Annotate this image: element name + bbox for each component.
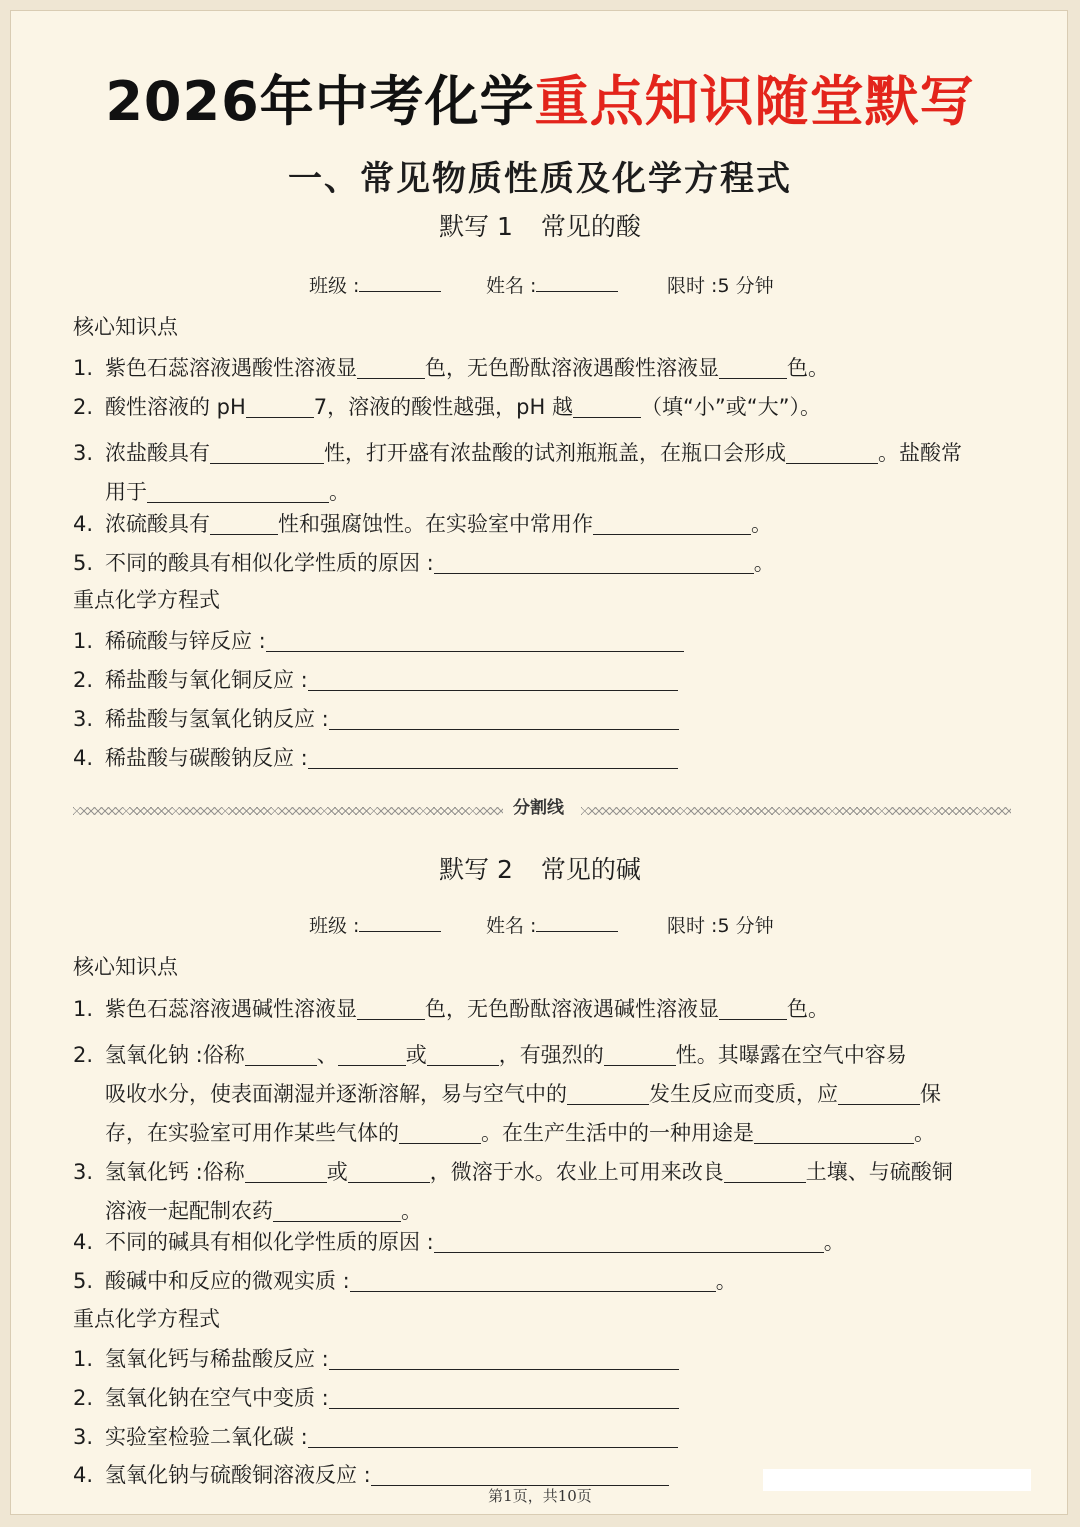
answer-blank[interactable] — [567, 1082, 649, 1105]
name-label: 姓名 : — [486, 915, 537, 937]
quiz1-time-limit: 限时 :5 分钟 — [667, 275, 774, 297]
quiz2-item-1 — [73, 993, 829, 1023]
item-text: 。 — [715, 1269, 737, 1293]
quiz1-item-3-cont — [105, 476, 350, 506]
quiz1-number: 默写 1 — [439, 212, 513, 241]
section-divider — [73, 793, 1013, 823]
answer-blank[interactable] — [357, 356, 425, 379]
quiz2-item-3 — [73, 1156, 953, 1186]
class-label: 班级 : — [309, 915, 360, 937]
item-number: 4. — [73, 1463, 94, 1487]
quiz1-equation-3 — [73, 703, 679, 733]
equation-blank[interactable] — [329, 1386, 679, 1409]
class-field[interactable] — [359, 271, 441, 292]
item-text: 酸性溶液的 pH — [105, 395, 246, 419]
quiz1-item-2 — [73, 391, 821, 421]
answer-blank[interactable] — [719, 997, 787, 1020]
answer-blank[interactable] — [786, 441, 878, 464]
item-text: 色，无色酚酞溶液遇碱性溶液显 — [425, 997, 719, 1021]
quiz2-equation-3 — [73, 1421, 678, 1451]
quiz2-equation-heading: 重点化学方程式 — [73, 1307, 220, 1331]
item-number: 5. — [73, 551, 94, 575]
item-number: 2. — [73, 1386, 94, 1410]
quiz1-equation-heading: 重点化学方程式 — [73, 588, 220, 612]
item-number: 4. — [73, 1230, 94, 1254]
quiz2-item-2-cont-1 — [105, 1078, 941, 1108]
answer-blank[interactable] — [338, 1043, 406, 1066]
item-text: 存，在实验室可用作某些气体的 — [105, 1121, 399, 1145]
answer-blank[interactable] — [246, 395, 314, 418]
item-number: 1. — [73, 629, 94, 653]
answer-blank[interactable] — [147, 480, 329, 503]
item-number: 2. — [73, 1043, 94, 1067]
item-text: 。 — [751, 512, 772, 536]
item-text: 浓盐酸具有 — [105, 441, 210, 465]
quiz2-item-5 — [73, 1265, 737, 1295]
answer-blank[interactable] — [754, 1121, 914, 1144]
equation-prompt: 实验室检验二氧化碳 : — [105, 1425, 308, 1449]
item-number: 3. — [73, 1425, 94, 1449]
quiz1-item-5 — [73, 547, 775, 577]
quiz1-equation-1 — [73, 625, 684, 655]
equation-blank[interactable] — [266, 629, 684, 652]
divider-wave-left — [73, 807, 503, 815]
item-text: 氢氧化钙 :俗称 — [105, 1160, 245, 1184]
quiz2-equation-2 — [73, 1382, 679, 1412]
answer-blank[interactable] — [273, 1199, 401, 1222]
equation-blank[interactable] — [329, 1347, 679, 1370]
item-text: 不同的碱具有相似化学性质的原因 : — [105, 1230, 434, 1254]
item-text: 。 — [914, 1121, 935, 1145]
answer-blank[interactable] — [245, 1043, 317, 1066]
item-text: 吸收水分，使表面潮湿并逐渐溶解，易与空气中的 — [105, 1082, 567, 1106]
equation-prompt: 稀硫酸与锌反应 : — [105, 629, 266, 653]
name-label: 姓名 : — [486, 275, 537, 297]
item-text: 。盐酸常 — [878, 441, 962, 465]
quiz1-equation-2 — [73, 664, 678, 694]
quiz2-item-3-cont — [105, 1195, 422, 1225]
equation-prompt: 氢氧化钠与硫酸铜溶液反应 : — [105, 1463, 371, 1487]
name-field[interactable] — [536, 911, 618, 932]
item-text: 发生反应而变质，应 — [649, 1082, 838, 1106]
quiz2-name — [486, 911, 618, 938]
item-text: 性和强腐蚀性。在实验室中常用作 — [278, 512, 593, 536]
answer-blank[interactable] — [399, 1121, 481, 1144]
answer-blank[interactable] — [604, 1043, 676, 1066]
answer-blank[interactable] — [357, 997, 425, 1020]
item-number: 3. — [73, 1160, 94, 1184]
item-text: 。 — [401, 1199, 422, 1223]
answer-blank[interactable] — [210, 512, 278, 535]
item-text: 土壤、与硫酸铜 — [805, 1160, 953, 1184]
page-footer: 第1页，共10页 — [488, 1487, 592, 1505]
equation-blank[interactable] — [308, 746, 678, 769]
divider-wave-right — [581, 807, 1011, 815]
quiz2-item-4 — [73, 1226, 845, 1256]
item-number: 3. — [73, 441, 94, 465]
item-text: 。在生产生活中的一种用途是 — [481, 1121, 754, 1145]
answer-blank[interactable] — [348, 1160, 430, 1183]
equation-blank[interactable] — [308, 1425, 678, 1448]
item-number: 4. — [73, 512, 94, 536]
equation-prompt: 稀盐酸与氢氧化钠反应 : — [105, 707, 329, 731]
item-text: 性。其曝露在空气中容易 — [675, 1043, 907, 1067]
quiz1-name — [486, 271, 618, 298]
quiz2-time-limit: 限时 :5 分钟 — [667, 915, 774, 937]
quiz1-knowledge-heading: 核心知识点 — [73, 315, 178, 339]
name-field[interactable] — [536, 271, 618, 292]
answer-blank[interactable] — [210, 441, 324, 464]
quiz2-knowledge-heading: 核心知识点 — [73, 955, 178, 979]
quiz1-item-1 — [73, 352, 829, 382]
item-text: 性，打开盛有浓盐酸的试剂瓶瓶盖，在瓶口会形成 — [324, 441, 786, 465]
item-text: 或 — [405, 1043, 427, 1067]
answer-blank[interactable] — [434, 551, 754, 574]
answer-blank[interactable] — [724, 1160, 806, 1183]
class-label: 班级 : — [309, 275, 360, 297]
item-text: ，微溶于水。农业上可用来改良 — [429, 1160, 724, 1184]
item-number: 3. — [73, 707, 94, 731]
equation-prompt: 稀盐酸与氧化铜反应 : — [105, 668, 308, 692]
item-text: 色，无色酚酞溶液遇酸性溶液显 — [425, 356, 719, 380]
answer-blank[interactable] — [245, 1160, 327, 1183]
equation-blank[interactable] — [308, 668, 678, 691]
item-number: 1. — [73, 1347, 94, 1371]
item-text: 色。 — [787, 997, 829, 1021]
title-red-part: 重点知识随堂默写 — [534, 70, 975, 133]
equation-blank[interactable] — [329, 707, 679, 730]
quiz1-title — [11, 207, 1069, 243]
item-text: 、 — [316, 1043, 338, 1067]
item-text: 紫色石蕊溶液遇碱性溶液显 — [105, 997, 357, 1021]
item-text: 7，溶液的酸性越强，pH 越 — [313, 395, 573, 419]
answer-blank[interactable] — [573, 395, 641, 418]
quiz2-title — [11, 850, 1069, 886]
main-title — [11, 59, 1069, 136]
quiz1-item-4 — [73, 508, 772, 538]
worksheet-page — [10, 10, 1068, 1515]
item-text: 。 — [753, 551, 775, 575]
item-number: 2. — [73, 668, 94, 692]
title-black-part: 2026年中考化学 — [105, 70, 535, 133]
quiz2-item-2-cont-2 — [105, 1117, 935, 1147]
item-number: 2. — [73, 395, 94, 419]
class-field[interactable] — [359, 911, 441, 932]
item-text: 或 — [326, 1160, 348, 1184]
equation-prompt: 稀盐酸与碳酸钠反应 : — [105, 746, 308, 770]
answer-blank[interactable] — [593, 512, 751, 535]
answer-blank[interactable] — [427, 1043, 499, 1066]
answer-blank[interactable] — [719, 356, 787, 379]
item-text: 溶液一起配制农药 — [105, 1199, 273, 1223]
section-title: 一、常见物质性质及化学方程式 — [288, 159, 792, 199]
quiz2-class — [309, 911, 441, 938]
quiz2-topic: 常见的碱 — [540, 855, 641, 884]
item-number: 1. — [73, 356, 94, 380]
item-number: 1. — [73, 997, 94, 1021]
equation-blank[interactable] — [371, 1463, 669, 1486]
item-text: 浓硫酸具有 — [105, 512, 210, 536]
item-text: 用于 — [105, 480, 147, 504]
divider-label: 分割线 — [513, 798, 564, 818]
item-text: ，有强烈的 — [498, 1043, 604, 1067]
equation-prompt: 氢氧化钙与稀盐酸反应 : — [105, 1347, 329, 1371]
item-number: 5. — [73, 1269, 94, 1293]
answer-blank[interactable] — [350, 1269, 716, 1292]
item-text: 紫色石蕊溶液遇酸性溶液显 — [105, 356, 357, 380]
equation-prompt: 氢氧化钠在空气中变质 : — [105, 1386, 329, 1410]
quiz2-item-2 — [73, 1039, 907, 1069]
item-number: 4. — [73, 746, 94, 770]
item-text: 保 — [920, 1082, 941, 1106]
quiz1-item-3 — [73, 437, 962, 467]
quiz2-equation-1 — [73, 1343, 679, 1373]
item-text: 。 — [329, 480, 350, 504]
item-text: 氢氧化钠 :俗称 — [105, 1043, 245, 1067]
item-text: 色。 — [787, 356, 829, 380]
answer-blank[interactable] — [434, 1230, 824, 1253]
item-text: 酸碱中和反应的微观实质 : — [105, 1269, 350, 1293]
item-text: （填“小”或“大”）。 — [640, 395, 821, 419]
quiz1-equation-4 — [73, 742, 678, 772]
quiz1-topic: 常见的酸 — [540, 212, 641, 241]
item-text: 不同的酸具有相似化学性质的原因 : — [105, 551, 434, 575]
quiz2-number: 默写 2 — [439, 855, 513, 884]
quiz1-class — [309, 271, 441, 298]
item-text: 。 — [823, 1230, 845, 1254]
answer-blank[interactable] — [838, 1082, 920, 1105]
